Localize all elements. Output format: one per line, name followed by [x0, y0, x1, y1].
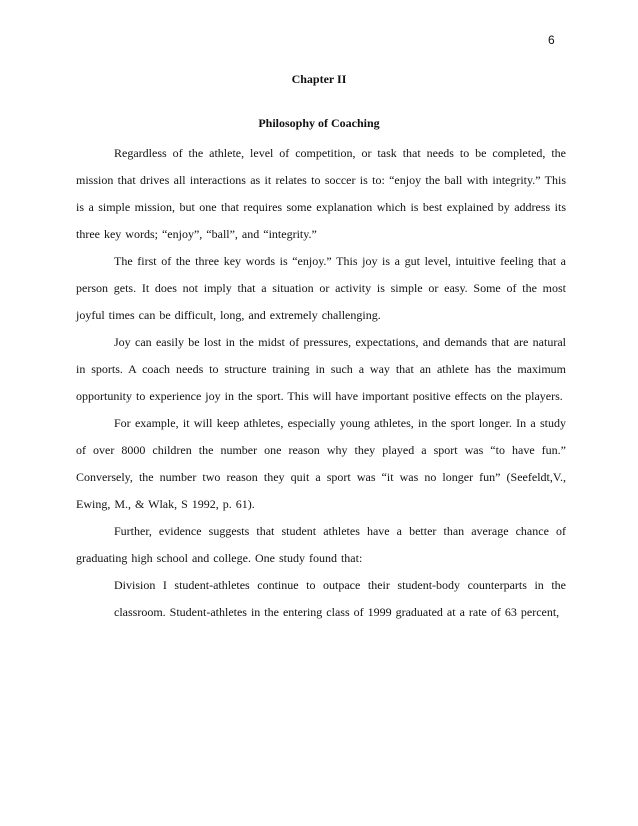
body-text: [76, 140, 566, 626]
chapter-heading: Chapter II: [291, 72, 347, 86]
section-title: Philosophy of Coaching: [258, 116, 380, 130]
paragraph-enjoy: The first of the three key words is “enjoy.” This joy is a gut level, intuitive feeling that a person gets. It does not imply that a situation or activity is simple or easy. Some of the most joyful times can be difficult, long, and extremely challenging.: [76, 254, 566, 322]
block-quote: Division I student-athletes continue to outpace their student-body counterparts in the classroom. Student-athletes in the entering class of 1999 graduated at a rate of 63 percent,: [114, 578, 566, 619]
paragraph-evidence: Further, evidence suggests that student athletes have a better than average chance of graduating high school and college. One study found that:: [76, 524, 566, 565]
paragraph-mission: Regardless of the athlete, level of competition, or task that needs to be completed, the mission that drives all interactions as it relates to soccer is to: “enjoy the ball with integrity.” This is a simple mission, but one that requires some explanation which is best explained by address its three key words; “enjoy”, “ball”, and “integrity.”: [76, 146, 566, 241]
page-number: 6: [548, 33, 555, 47]
paragraph-example: For example, it will keep athletes, especially young athletes, in the sport longer. In a study of over 8000 children the number one reason why they played a sport was “to have fun.” Conversely, the number two reason they quit a sport was “it was no longer fun” (Seefeldt,V., Ewing, M., & Wlak, S 1992, p. 61).: [76, 416, 566, 511]
paragraph-joy-lost: Joy can easily be lost in the midst of pressures, expectations, and demands that are natural in sports. A coach needs to structure training in such a way that an athlete has the maximum opportunity to experience joy in the sport. This will have important positive effects on the players.: [76, 335, 566, 403]
